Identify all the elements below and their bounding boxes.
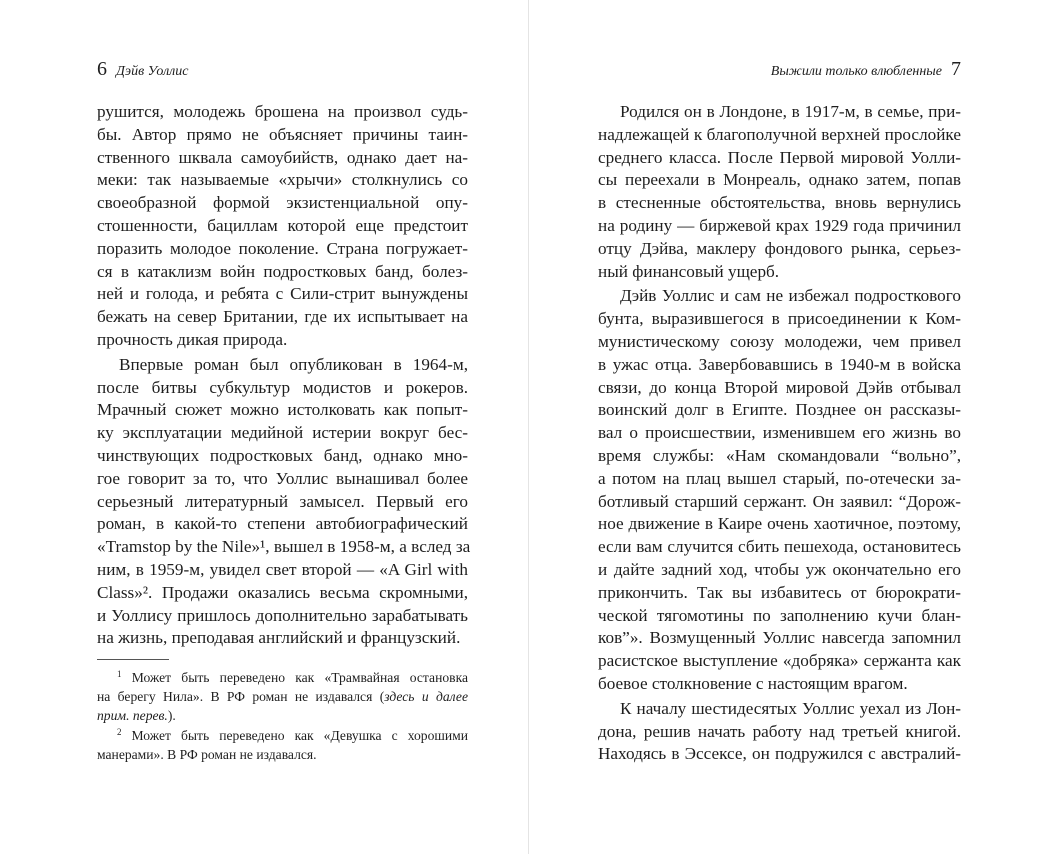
text-line: ку эксплуатации медийной истерии вокруг бес-	[97, 423, 468, 443]
text-line: вал о происшествии, изменившем его жизнь во	[598, 423, 961, 443]
text-line: поразить молодое поколение. Страна погружает-	[97, 238, 468, 258]
text-line: ный финансовый ущерб.	[598, 261, 780, 281]
text-line: и дайте задний ход, чтобы уж окончательно его	[598, 559, 961, 579]
text-line: стошенности, бациллам которой еще предстоит	[97, 215, 468, 235]
text-line: среднего класса. После Первой мировой Уолли-	[598, 147, 961, 167]
text-line: ся в катаклизм войн подростковых банд, болез-	[97, 261, 468, 281]
text-line: дона, решив начать работу над третьей книгой.	[598, 721, 961, 741]
paragraph	[598, 285, 961, 695]
running-head-author: Дэйв Уоллис	[116, 64, 189, 79]
text-line: бы. Автор прямо не объясняет причины таин-	[97, 124, 468, 144]
text-line: а потом на плац вышел старый, по-отечески за-	[598, 468, 961, 488]
body-text-left	[97, 101, 471, 764]
text-line: связи, до конца Второй мировой Дэйв отбывал	[598, 377, 961, 397]
text-line: серьезный литературный замысел. Первый его	[97, 491, 468, 511]
text-line: бунта, выразившегося в присоединении к Ком-	[598, 309, 961, 329]
text-line: отцу Дэйва, маклеру фондового рынка, серьез-	[598, 238, 961, 258]
text-line: мунистическому союзу молодежи, чем привел	[598, 331, 961, 351]
running-head-title: Выжили только влюбленные	[770, 64, 942, 79]
text-line: ботливый старший сержант. Он заявил: “Дорож-	[598, 491, 961, 511]
text-line: расистское выступление «добряка» сержанта как	[598, 651, 961, 671]
text-line: на родину — биржевой крах 1929 года причинил	[598, 215, 961, 235]
text-line: ним, в 1959-м, увидел свет второй — «A Girl with	[97, 559, 468, 579]
text-line: прочность дикая природа.	[97, 329, 288, 349]
text-line: Находясь в Эссексе, он подружился с австралий-	[598, 744, 961, 764]
body-text-right	[598, 101, 961, 766]
text-line: «Tramstop by the Nile»¹, вышел в 1958-м, а вслед за	[97, 537, 471, 557]
text-line: если вам случится сбить пешехода, остановитесь	[598, 537, 961, 557]
page-number: 7	[951, 58, 961, 80]
text-line: и Уоллису пришлось дополнительно зарабатывать	[97, 605, 468, 625]
text-line: Дэйв Уоллис и сам не избежал подросткового	[620, 286, 961, 306]
footnote-2: $^2$ Может быть переведено как «Девушка с хорошими манерами». В РФ роман не издавался.	[97, 727, 468, 763]
footnote-marker: 1	[117, 669, 122, 680]
paragraph	[598, 101, 961, 283]
text-line: воинский долг в Египте. Позднее он рассказы-	[598, 400, 961, 420]
text-line: в стесненные обстоятельства, вновь вернулись	[598, 193, 961, 213]
paragraph	[97, 101, 468, 352]
running-header-left	[97, 58, 189, 81]
text-line: своеобразной формой экзистенциальной опу-	[97, 193, 468, 213]
footnote-1: $^1$ Может быть переведено как «Трамвайная остановка на берегу Нила». В РФ роман не издавался (здесь и далее прим. перев.).	[97, 669, 468, 724]
text-line: ков”». Возмущенный Уоллис навсегда запомнил	[598, 628, 961, 648]
text-line: прикончить. Так вы избавитесь от бюрократи-	[598, 582, 961, 602]
text-line: К началу шестидесятых Уоллис уехал из Лон-	[620, 698, 961, 718]
text-line: ческой тягомотины по заполнению кучи блан-	[598, 605, 961, 625]
paragraph	[97, 354, 471, 650]
text-line: ное движение в Каире очень хаотичное, поэтому,	[598, 514, 961, 534]
text-line: бежать на север Британии, где их испытывает на	[97, 307, 468, 327]
paragraph	[598, 698, 961, 766]
text-line: гое говорит за то, что Уоллис вынашивал более	[97, 468, 468, 488]
text-line: меки: так называемые «хрычи» столкнулись со	[97, 170, 468, 190]
text-line: сы переехали в Монреаль, однако затем, попав	[598, 170, 961, 190]
text-line: надлежащей к благополучной верхней прослойке	[598, 124, 961, 144]
text-line: время службы: «Нам скомандовали “вольно”,	[598, 445, 961, 465]
text-line: Мрачный сюжет можно истолковать как попыт-	[97, 400, 468, 420]
text-line: ней и голода, и ребята с Сили-стрит вынуждены	[97, 284, 468, 304]
text-line: Впервые роман был опубликован в 1964-м,	[119, 354, 468, 374]
text-line: на жизнь, преподавая английский и французский.	[97, 628, 461, 648]
text-line: в ужас отца. Завербовавшись в 1940-м в войска	[598, 354, 961, 374]
right-page	[529, 0, 1057, 854]
left-page	[0, 0, 528, 854]
text-line: Class»². Продажи оказались весьма скромными,	[97, 582, 468, 602]
running-header-right	[771, 58, 961, 81]
text-line: боевое столкновение с настоящим врагом.	[598, 673, 908, 693]
footnote-divider	[97, 659, 169, 660]
footnote-marker: 2	[117, 727, 122, 738]
text-line: ственного шквала самоубийств, однако дает на-	[97, 147, 468, 167]
text-line: после битвы субкультур модистов и рокеров.	[97, 377, 468, 397]
page-number: 6	[97, 58, 107, 80]
text-line: Родился он в Лондоне, в 1917-м, в семье, при-	[620, 102, 961, 121]
text-line: роман, в какой-то степени автобиографический	[97, 514, 468, 534]
text-line: чинствующих подростковых банд, однако мно-	[97, 445, 468, 465]
text-line: рушится, молодежь брошена на произвол судь-	[97, 102, 468, 121]
